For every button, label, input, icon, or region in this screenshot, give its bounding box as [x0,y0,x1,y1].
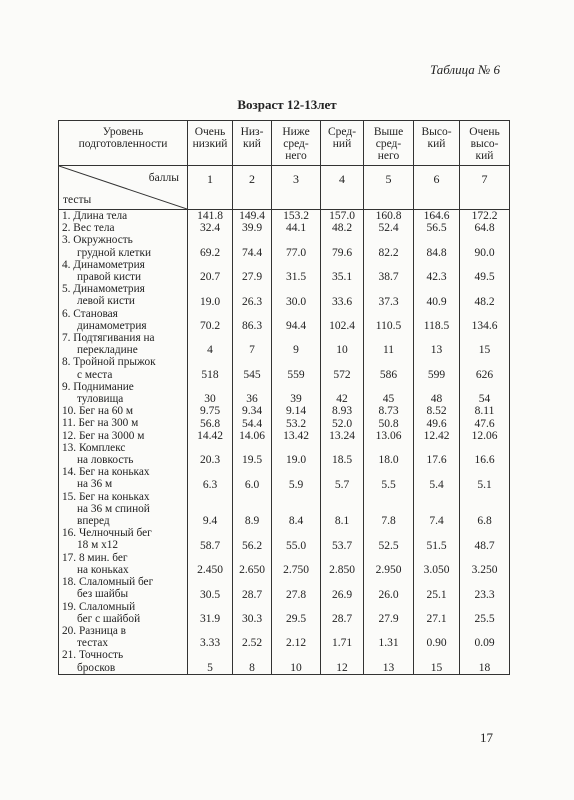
value-cell: 599 [414,356,460,380]
test-name [59,356,188,380]
value-cell: 5.7 [321,466,364,490]
value-cell: 19.5 [233,442,272,466]
table-row [59,332,510,356]
test-name [59,466,188,490]
value-cell: 141.8 [188,210,233,223]
test-name-line: 10. Бег на 60 м [62,405,134,418]
value-cell: 27.9 [233,259,272,283]
test-name-line: динамометрия [77,319,147,332]
test-name [59,259,188,283]
value-cell: 15 [414,649,460,674]
value-cell: 49.5 [460,259,510,283]
test-name [59,576,188,600]
value-cell: 8.93 [321,405,364,417]
value-cell: 164.6 [414,210,460,223]
test-name [59,442,188,466]
test-name-line: 17. 8 мин. бег [62,551,128,564]
value-cell: 54.4 [233,417,272,429]
table-row [59,601,510,625]
value-cell: 50.8 [364,417,414,429]
diag-tests-label: тесты [63,194,92,206]
value-cell: 13.06 [364,430,414,442]
value-cell: 9 [272,332,321,356]
test-name-line: 7. Подтягивания на [62,332,155,345]
value-cell: 54 [460,381,510,405]
value-cell: 30 [188,381,233,405]
test-name-line: на коньках [77,563,129,576]
points-6: 6 [414,166,460,210]
value-cell: 134.6 [460,308,510,332]
value-cell: 27.1 [414,601,460,625]
table-row [59,417,510,429]
table-row [59,552,510,576]
test-name-line: бросков [77,661,116,674]
value-cell: 172.2 [460,210,510,223]
value-cell: 9.4 [188,491,233,528]
test-name-line: бег с шайбой [77,612,141,625]
table-row [59,625,510,649]
test-name-line: на 36 м [77,478,113,491]
test-name-line: 15. Бег на коньках [62,490,150,503]
value-cell: 37.3 [364,283,414,307]
header-level-4: Сред- ний [321,121,364,166]
test-name [59,210,188,223]
points-2: 2 [233,166,272,210]
value-cell: 77.0 [272,234,321,258]
table-row [59,283,510,307]
value-cell: 31.5 [272,259,321,283]
value-cell: 48.2 [460,283,510,307]
table-row [59,649,510,674]
value-cell: 33.6 [321,283,364,307]
table-row [59,442,510,466]
value-cell: 2.52 [233,625,272,649]
test-name-line: 6. Становая [62,307,118,320]
test-name [59,601,188,625]
value-cell: 26.9 [321,576,364,600]
test-name-line: с места [77,368,113,381]
table-row [59,466,510,490]
value-cell: 56.5 [414,222,460,234]
test-name-line: 14. Бег на коньках [62,466,150,479]
value-cell: 47.6 [460,417,510,429]
points-1: 1 [188,166,233,210]
value-cell: 42 [321,381,364,405]
value-cell: 56.8 [188,417,233,429]
value-cell: 13.24 [321,430,364,442]
value-cell: 52.4 [364,222,414,234]
value-cell: 20.7 [188,259,233,283]
test-name-line: 9. Поднимание [62,380,134,393]
value-cell: 70.2 [188,308,233,332]
value-cell: 48.7 [460,527,510,551]
test-name-line: 12. Бег на 3000 м [62,429,145,442]
header-row-levels [59,121,510,166]
value-cell: 30.3 [233,601,272,625]
points-7: 7 [460,166,510,210]
value-cell: 42.3 [414,259,460,283]
value-cell: 38.7 [364,259,414,283]
value-cell: 3.050 [414,552,460,576]
value-cell: 5.9 [272,466,321,490]
test-name [59,234,188,258]
table-row [59,576,510,600]
value-cell: 8.4 [272,491,321,528]
table-row [59,491,510,528]
test-name-line: 19. Слаломный [62,600,136,613]
value-cell: 26.3 [233,283,272,307]
value-cell: 3.33 [188,625,233,649]
value-cell: 586 [364,356,414,380]
points-5: 5 [364,166,414,210]
header-level-7: Очень высо- кий [460,121,510,166]
value-cell: 30.0 [272,283,321,307]
value-cell: 16.6 [460,442,510,466]
test-name [59,430,188,442]
value-cell: 19.0 [272,442,321,466]
test-name-line: тестах [77,637,108,650]
value-cell: 6.8 [460,491,510,528]
value-cell: 90.0 [460,234,510,258]
test-name-line: на 36 м спиной [77,502,150,515]
value-cell: 25.5 [460,601,510,625]
value-cell: 23.3 [460,576,510,600]
value-cell: 56.2 [233,527,272,551]
value-cell: 17.6 [414,442,460,466]
table-row [59,234,510,258]
value-cell: 19.0 [188,283,233,307]
value-cell: 153.2 [272,210,321,223]
value-cell: 58.7 [188,527,233,551]
value-cell: 13 [364,649,414,674]
value-cell: 32.4 [188,222,233,234]
value-cell: 10 [272,649,321,674]
table-row [59,356,510,380]
test-name [59,417,188,429]
value-cell: 39.9 [233,222,272,234]
test-name-line: без шайбы [77,588,129,601]
value-cell: 52.0 [321,417,364,429]
header-level-2: Низ- кий [233,121,272,166]
test-name-line: 18 м x12 [77,539,119,552]
test-name [59,527,188,551]
value-cell: 12.06 [460,430,510,442]
value-cell: 64.8 [460,222,510,234]
header-level-3: Ниже сред- него [272,121,321,166]
table-row [59,381,510,405]
value-cell: 1.31 [364,625,414,649]
value-cell: 11 [364,332,414,356]
value-cell: 9.34 [233,405,272,417]
value-cell: 27.9 [364,601,414,625]
value-cell: 28.7 [321,601,364,625]
test-name [59,222,188,234]
test-name [59,491,188,528]
value-cell: 26.0 [364,576,414,600]
value-cell: 8.1 [321,491,364,528]
points-4: 4 [321,166,364,210]
value-cell: 13.42 [272,430,321,442]
test-name-line: 21. Точность [62,649,124,662]
diagonal-header-cell [59,166,188,210]
value-cell: 39 [272,381,321,405]
value-cell: 86.3 [233,308,272,332]
value-cell: 14.06 [233,430,272,442]
test-name [59,283,188,307]
value-cell: 2.850 [321,552,364,576]
test-name-line: 11. Бег на 300 м [62,417,139,430]
value-cell: 35.1 [321,259,364,283]
value-cell: 10 [321,332,364,356]
value-cell: 0.90 [414,625,460,649]
value-cell: 51.5 [414,527,460,551]
test-name [59,625,188,649]
value-cell: 13 [414,332,460,356]
norms-table [58,120,510,675]
value-cell: 44.1 [272,222,321,234]
value-cell: 110.5 [364,308,414,332]
test-name-line: 3. Окружность [62,234,133,247]
header-level-5: Выше сред- него [364,121,414,166]
value-cell: 160.8 [364,210,414,223]
header-level-1: Очень низкий [188,121,233,166]
header-level-title: Уровень подготовленности [59,121,188,166]
table-body [59,210,510,675]
value-cell: 572 [321,356,364,380]
value-cell: 4 [188,332,233,356]
value-cell: 7.8 [364,491,414,528]
value-cell: 18.0 [364,442,414,466]
value-cell: 5 [188,649,233,674]
value-cell: 7.4 [414,491,460,528]
value-cell: 8.9 [233,491,272,528]
value-cell: 2.450 [188,552,233,576]
value-cell: 2.650 [233,552,272,576]
value-cell: 25.1 [414,576,460,600]
value-cell: 149.4 [233,210,272,223]
table-row [59,259,510,283]
value-cell: 8.11 [460,405,510,417]
diag-points-label: баллы [148,172,179,184]
test-name-line: левой кисти [77,295,135,308]
test-name-line: правой кисти [77,271,142,284]
value-cell: 31.9 [188,601,233,625]
value-cell: 74.4 [233,234,272,258]
value-cell: 20.3 [188,442,233,466]
value-cell: 626 [460,356,510,380]
test-name-line: перекладине [77,344,138,357]
value-cell: 5.1 [460,466,510,490]
test-name [59,308,188,332]
table-row [59,527,510,551]
test-name-line: 8. Тройной прыжок [62,356,156,369]
test-name-line: вперед [77,515,110,528]
value-cell: 518 [188,356,233,380]
value-cell: 8 [233,649,272,674]
value-cell: 5.5 [364,466,414,490]
value-cell: 69.2 [188,234,233,258]
value-cell: 2.950 [364,552,414,576]
value-cell: 1.71 [321,625,364,649]
test-name-line: на ловкость [77,454,134,467]
value-cell: 29.5 [272,601,321,625]
value-cell: 28.7 [233,576,272,600]
table-row [59,210,510,223]
value-cell: 8.52 [414,405,460,417]
value-cell: 18.5 [321,442,364,466]
value-cell: 559 [272,356,321,380]
value-cell: 40.9 [414,283,460,307]
test-name [59,552,188,576]
value-cell: 12 [321,649,364,674]
test-name-line: 13. Комплекс [62,441,126,454]
value-cell: 157.0 [321,210,364,223]
points-3: 3 [272,166,321,210]
value-cell: 8.73 [364,405,414,417]
test-name-line: 18. Слаломный бег [62,576,154,589]
table-row [59,405,510,417]
test-name [59,405,188,417]
value-cell: 84.8 [414,234,460,258]
test-name-line: 20. Разница в [62,624,127,637]
value-cell: 102.4 [321,308,364,332]
doc-title: Возраст 12-13лет [237,97,337,112]
value-cell: 9.75 [188,405,233,417]
value-cell: 3.250 [460,552,510,576]
value-cell: 6.0 [233,466,272,490]
value-cell: 18 [460,649,510,674]
value-cell: 49.6 [414,417,460,429]
value-cell: 2.12 [272,625,321,649]
value-cell: 27.8 [272,576,321,600]
table-row [59,308,510,332]
value-cell: 30.5 [188,576,233,600]
page-number: 17 [480,730,493,745]
value-cell: 0.09 [460,625,510,649]
value-cell: 48 [414,381,460,405]
value-cell: 79.6 [321,234,364,258]
value-cell: 2.750 [272,552,321,576]
header-level-6: Высо- кий [414,121,460,166]
value-cell: 6.3 [188,466,233,490]
value-cell: 118.5 [414,308,460,332]
table-label: Таблица № 6 [429,62,500,77]
value-cell: 55.0 [272,527,321,551]
value-cell: 53.2 [272,417,321,429]
test-name-line: туловища [77,393,124,406]
test-name-line: 16. Челночный бег [62,527,152,540]
header-row-points [59,166,510,210]
value-cell: 45 [364,381,414,405]
value-cell: 82.2 [364,234,414,258]
value-cell: 545 [233,356,272,380]
value-cell: 14.42 [188,430,233,442]
value-cell: 15 [460,332,510,356]
test-name-line: 1. Длина тела [62,210,128,222]
value-cell: 52.5 [364,527,414,551]
value-cell: 7 [233,332,272,356]
value-cell: 9.14 [272,405,321,417]
test-name-line: 2. Вес тела [62,222,115,235]
table-row [59,430,510,442]
value-cell: 36 [233,381,272,405]
test-name [59,332,188,356]
test-name [59,649,188,674]
value-cell: 5.4 [414,466,460,490]
test-name-line: грудной клетки [77,246,151,259]
value-cell: 12.42 [414,430,460,442]
test-name-line: 4. Динамометрия [62,258,145,271]
value-cell: 94.4 [272,308,321,332]
test-name [59,381,188,405]
value-cell: 48.2 [321,222,364,234]
test-name-line: 5. Динамометрия [62,283,145,296]
table-row [59,222,510,234]
value-cell: 53.7 [321,527,364,551]
